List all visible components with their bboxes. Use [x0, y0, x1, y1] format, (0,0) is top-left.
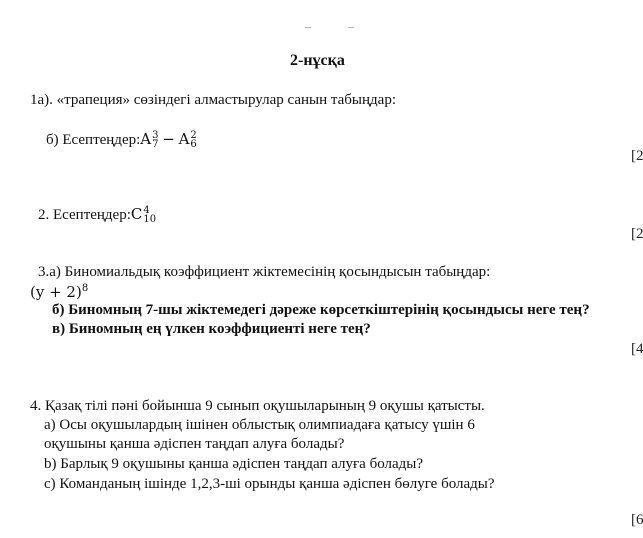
minus-sign: −	[162, 130, 175, 148]
question-1a: 1а). «трапеция» сөзіндегі алмастырулар санын табыңдар:	[30, 92, 396, 108]
question-3a: 3.а) Биномиальдық коэффициент жіктемесінің қосындысын табыңдар:	[38, 264, 491, 280]
question-1b	[46, 130, 197, 149]
question-4a-line1: а) Осы оқушылардың ішінен облыстық олимпиадаға қатысу үшін 6	[44, 417, 475, 433]
question-4-intro: 4. Қазақ тілі пәні бойынша 9 сынып оқушыларының 9 оқушы қатысты.	[30, 398, 485, 414]
scan-mark	[348, 27, 354, 28]
question-2-label: 2. Есептеңдер:	[38, 207, 131, 223]
binomial-expression: $(y + 2)^8$	[30, 283, 89, 301]
scan-mark	[305, 27, 311, 28]
variant-title: 2-нұсқа	[290, 52, 345, 69]
question-4a-line2: оқушыны қанша әдіспен таңдап алуға болады?	[44, 436, 345, 452]
arrangement-term-1: A 3 7	[140, 130, 159, 150]
score-q1: [2	[631, 148, 643, 164]
score-q4: [6	[631, 512, 643, 528]
question-4b: b) Барлық 9 оқушыны қанша әдіспен таңдап алуға болады?	[44, 456, 424, 472]
score-q3: [4	[631, 341, 643, 357]
question-4c: с) Команданың ішінде 1,2,3-ші орынды қанша әдіспен бөлуге болады?	[44, 476, 495, 492]
question-3c: в) Биномның ең үлкен коэффициенті неге тең?	[52, 321, 371, 337]
question-1b-label: б) Есептеңдер:	[46, 132, 141, 148]
arrangement-term-2: A 2 6	[178, 130, 197, 150]
question-3b: б) Биномның 7-шы жіктемедегі дәреже көрсеткіштерінің қосындысы неге тең?	[52, 302, 590, 318]
score-q2: [2	[631, 226, 643, 242]
combination-term: C 4 10	[130, 205, 157, 225]
question-2	[38, 205, 156, 224]
